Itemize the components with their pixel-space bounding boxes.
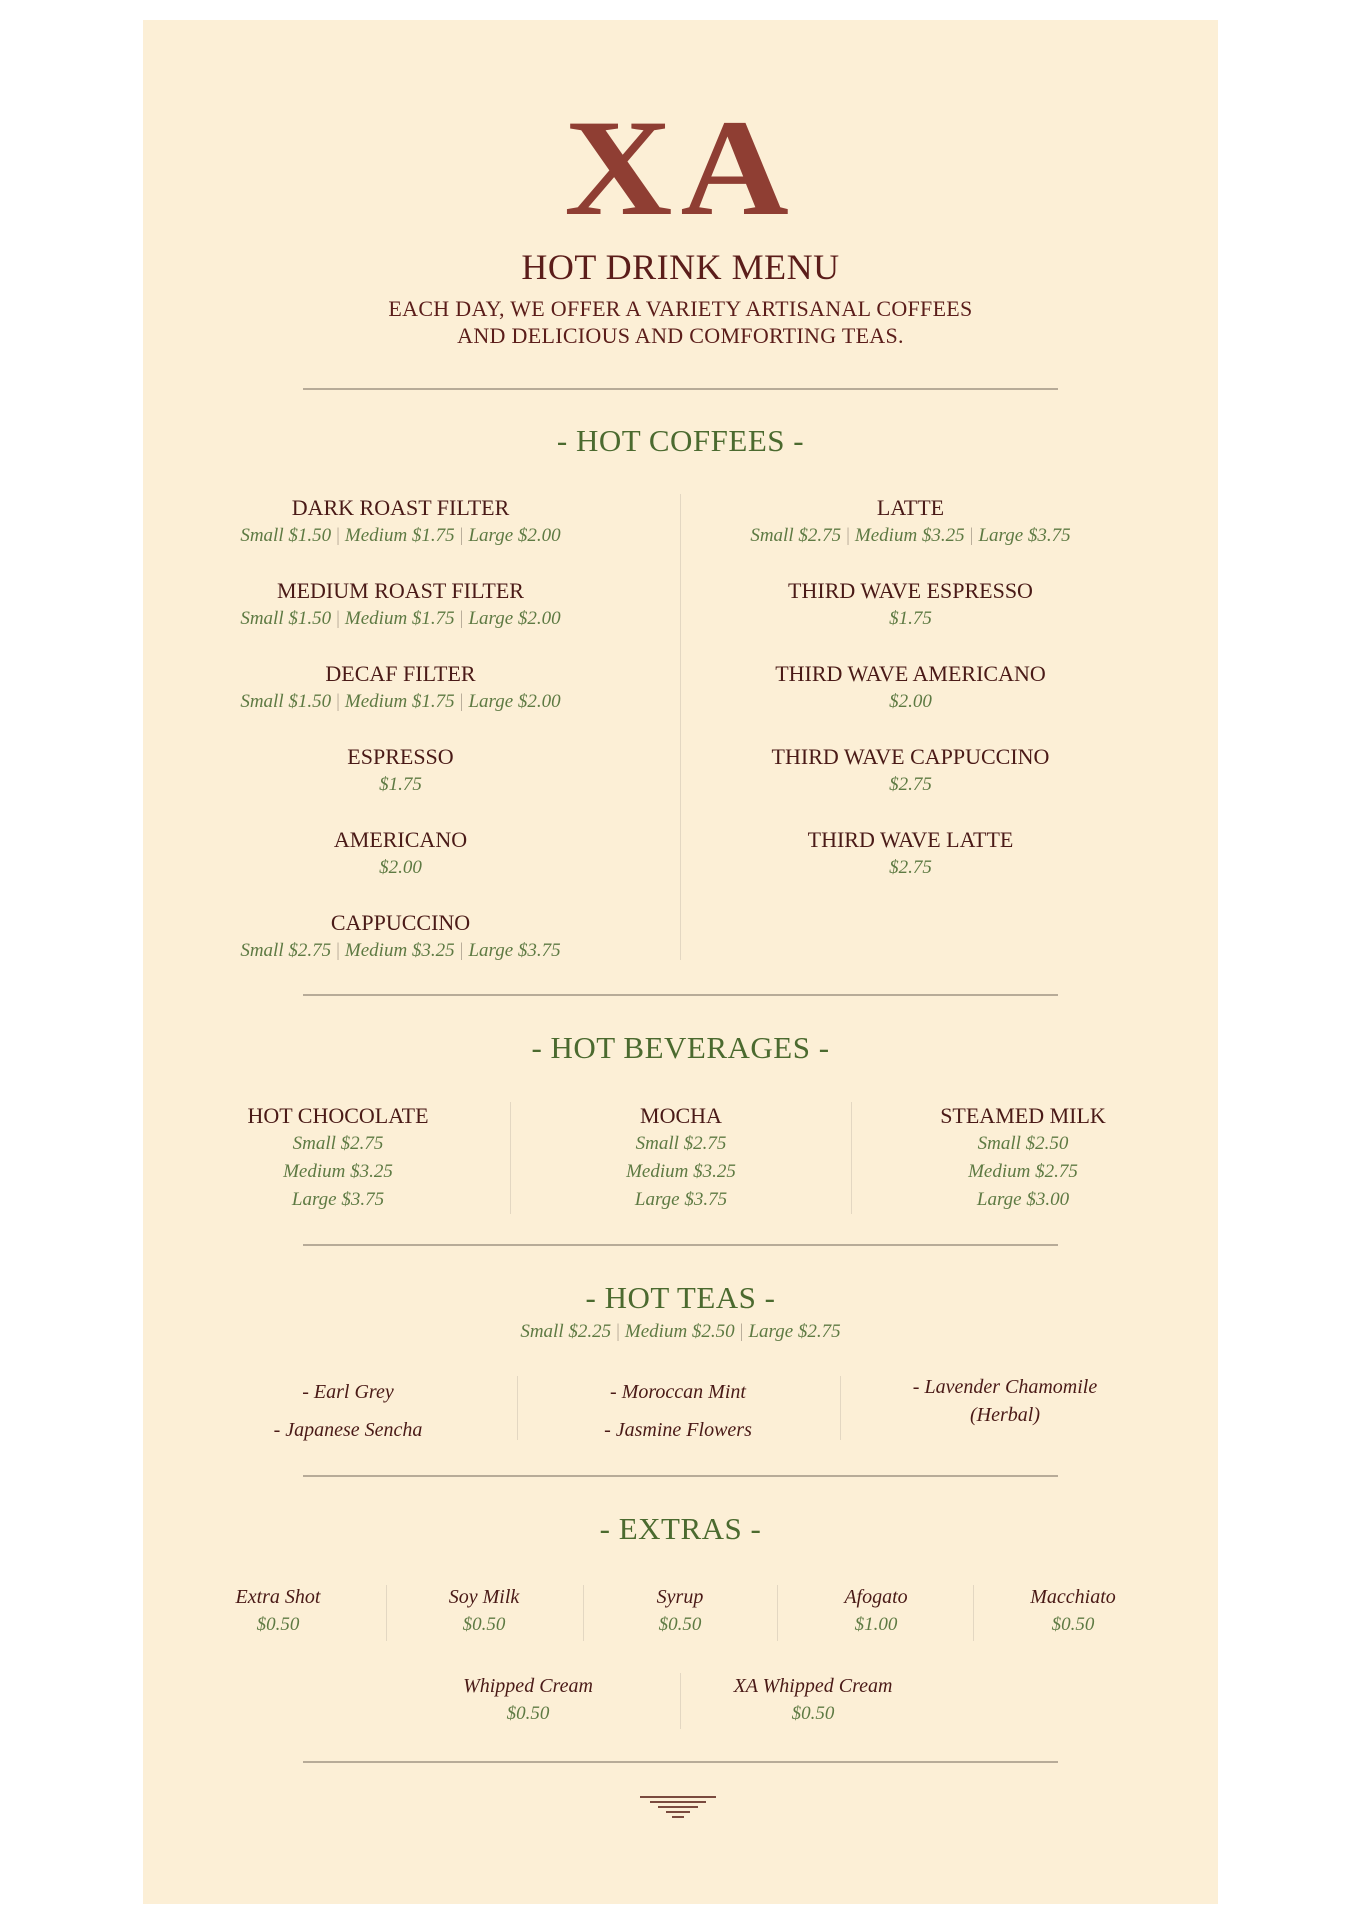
- extra-item-xa-whipped-cream: [688, 1672, 938, 1728]
- price-large: Large $3.00: [976, 1189, 1070, 1210]
- separator: |: [739, 1321, 744, 1342]
- column-divider: [517, 1376, 518, 1440]
- menu-item-cappuccino: [223, 909, 578, 965]
- separator: |: [459, 608, 464, 629]
- item-sizes: [223, 937, 578, 965]
- item-name: MOCHA: [640, 1103, 722, 1128]
- price-small: Small $2.50: [977, 1133, 1069, 1154]
- divider: [303, 1244, 1058, 1246]
- tea-jasmine-flowers: - Jasmine Flowers: [604, 1419, 752, 1441]
- item-price: $2.75: [889, 857, 932, 878]
- extra-item-afogato: [786, 1583, 966, 1639]
- separator: |: [459, 940, 464, 961]
- section-title-extras: - EXTRAS -: [599, 1511, 762, 1546]
- price-small: Small $2.75: [240, 940, 332, 961]
- item-price: $2.00: [379, 857, 422, 878]
- tea-moroccan-mint: - Moroccan Mint: [610, 1381, 746, 1403]
- item-sizes: [733, 522, 1088, 550]
- item-price: $0.50: [462, 1614, 506, 1635]
- column-divider: [510, 1102, 511, 1214]
- price-large: Large $3.75: [468, 940, 561, 961]
- item-name: Syrup: [656, 1586, 704, 1608]
- item-price: $0.50: [1051, 1614, 1095, 1635]
- extra-item-whipped-cream: [408, 1672, 648, 1728]
- price-medium: Medium $1.75: [344, 608, 455, 629]
- price-medium: Medium $1.75: [344, 691, 455, 712]
- extra-item-soy-milk: [394, 1583, 574, 1639]
- tea-column-2: [533, 1373, 823, 1449]
- menu-item-medium-roast-filter: [223, 577, 578, 633]
- item-name: MEDIUM ROAST FILTER: [277, 578, 524, 603]
- menu-item-decaf-filter: [223, 660, 578, 716]
- price-large: Large $2.00: [468, 608, 561, 629]
- item-name: STEAMED MILK: [940, 1103, 1106, 1128]
- column-divider: [973, 1585, 974, 1641]
- item-name: Afogato: [844, 1586, 908, 1608]
- menu-item-third-wave-americano: [733, 660, 1088, 716]
- menu-item-americano: [223, 826, 578, 882]
- column-divider: [840, 1376, 841, 1440]
- item-sizes: [223, 522, 578, 550]
- price-medium: Medium $2.50: [624, 1321, 735, 1342]
- tea-herbal-note: (Herbal): [970, 1404, 1040, 1426]
- menu-item-third-wave-espresso: [733, 577, 1088, 633]
- item-price: $0.50: [506, 1703, 550, 1724]
- menu-item-steamed-milk: [868, 1102, 1178, 1214]
- price-large: Large $2.75: [748, 1321, 841, 1342]
- price-small: Small $2.75: [292, 1133, 384, 1154]
- column-divider: [680, 494, 681, 960]
- section-title-hot-teas: - HOT TEAS -: [585, 1280, 776, 1315]
- item-name: HOT CHOCOLATE: [247, 1103, 429, 1128]
- item-name: THIRD WAVE CAPPUCCINO: [771, 744, 1050, 769]
- subtitle-line-1: EACH DAY, WE OFFER A VARIETY ARTISANAL COFFEES: [388, 296, 973, 321]
- tea-lavender-chamomile: - Lavender Chamomile: [912, 1376, 1098, 1398]
- price-small: Small $1.50: [240, 608, 332, 629]
- divider: [303, 1761, 1058, 1763]
- divider: [303, 388, 1058, 390]
- item-name: DARK ROAST FILTER: [291, 495, 510, 520]
- item-name: THIRD WAVE AMERICANO: [775, 661, 1046, 686]
- item-name: LATTE: [876, 495, 945, 520]
- extra-item-syrup: [590, 1583, 770, 1639]
- price-large: Large $3.75: [634, 1189, 728, 1210]
- price-small: Small $1.50: [240, 525, 332, 546]
- price-medium: Medium $3.25: [283, 1161, 393, 1182]
- item-name: Extra Shot: [235, 1586, 321, 1608]
- menu-item-third-wave-latte: [733, 826, 1088, 882]
- item-sizes: [223, 688, 578, 716]
- menu-item-third-wave-cappuccino: [733, 743, 1088, 799]
- tea-prices: [143, 1318, 1218, 1346]
- menu-item-espresso: [223, 743, 578, 799]
- item-name: THIRD WAVE LATTE: [807, 827, 1014, 852]
- price-large: Large $2.00: [468, 691, 561, 712]
- tea-earl-grey: - Earl Grey: [302, 1381, 394, 1403]
- separator: |: [336, 525, 340, 546]
- column-divider: [583, 1585, 584, 1641]
- item-name: DECAF FILTER: [325, 661, 476, 686]
- price-small: Small $2.75: [750, 525, 842, 546]
- item-price: $1.75: [379, 774, 422, 795]
- price-large: Large $3.75: [291, 1189, 385, 1210]
- price-large: Large $2.00: [468, 525, 561, 546]
- page-title: HOT DRINK MENU: [521, 247, 840, 287]
- column-divider: [777, 1585, 778, 1641]
- column-divider: [680, 1673, 681, 1729]
- item-price: $0.50: [256, 1614, 300, 1635]
- price-large: Large $3.75: [978, 525, 1071, 546]
- divider: [303, 994, 1058, 996]
- price-small: Small $2.75: [635, 1133, 727, 1154]
- menu-page: [143, 20, 1218, 1904]
- tea-column-3: [855, 1373, 1155, 1429]
- separator: |: [336, 940, 340, 961]
- menu-item-hot-chocolate: [183, 1102, 493, 1214]
- separator: |: [846, 525, 850, 546]
- item-sizes: [223, 605, 578, 633]
- item-price: $0.50: [658, 1614, 702, 1635]
- item-price: $0.50: [791, 1703, 835, 1724]
- menu-item-latte: [733, 494, 1088, 550]
- price-medium: Medium $3.25: [626, 1161, 736, 1182]
- separator: |: [459, 525, 464, 546]
- price-small: Small $2.25: [520, 1321, 612, 1342]
- tea-column-1: [203, 1373, 493, 1449]
- item-price: $1.00: [854, 1614, 898, 1635]
- decorative-ornament-icon: [638, 1793, 718, 1823]
- item-name: THIRD WAVE ESPRESSO: [788, 578, 1033, 603]
- separator: |: [969, 525, 974, 546]
- price-medium: Medium $3.25: [344, 940, 455, 961]
- separator: |: [459, 691, 464, 712]
- price-small: Small $1.50: [240, 691, 332, 712]
- section-title-hot-coffees: - HOT COFFEES -: [556, 423, 805, 458]
- item-name: AMERICANO: [333, 827, 468, 852]
- extra-item-extra-shot: [188, 1583, 368, 1639]
- price-medium: Medium $1.75: [344, 525, 455, 546]
- column-divider: [386, 1585, 387, 1641]
- column-divider: [851, 1102, 852, 1214]
- section-title-hot-beverages: - HOT BEVERAGES -: [531, 1030, 830, 1065]
- price-medium: Medium $3.25: [854, 525, 965, 546]
- item-price: $1.75: [889, 608, 932, 629]
- subtitle-line-2: AND DELICIOUS AND COMFORTING TEAS.: [457, 323, 904, 348]
- item-name: Soy Milk: [448, 1586, 520, 1608]
- separator: |: [336, 608, 340, 629]
- separator: |: [616, 1321, 620, 1342]
- item-name: Macchiato: [1030, 1586, 1116, 1608]
- menu-item-mocha: [526, 1102, 836, 1214]
- item-name: CAPPUCCINO: [330, 910, 471, 935]
- item-name: XA Whipped Cream: [733, 1675, 893, 1697]
- xa-logo: XA: [564, 91, 797, 245]
- item-name: Whipped Cream: [463, 1675, 593, 1697]
- item-price: $2.75: [889, 774, 932, 795]
- divider: [303, 1475, 1058, 1477]
- item-name: ESPRESSO: [347, 744, 454, 769]
- separator: |: [336, 691, 340, 712]
- item-price: $2.00: [889, 691, 932, 712]
- menu-item-dark-roast-filter: [223, 494, 578, 550]
- price-medium: Medium $2.75: [968, 1161, 1078, 1182]
- tea-japanese-sencha: - Japanese Sencha: [273, 1419, 423, 1441]
- extra-item-macchiato: [983, 1583, 1163, 1639]
